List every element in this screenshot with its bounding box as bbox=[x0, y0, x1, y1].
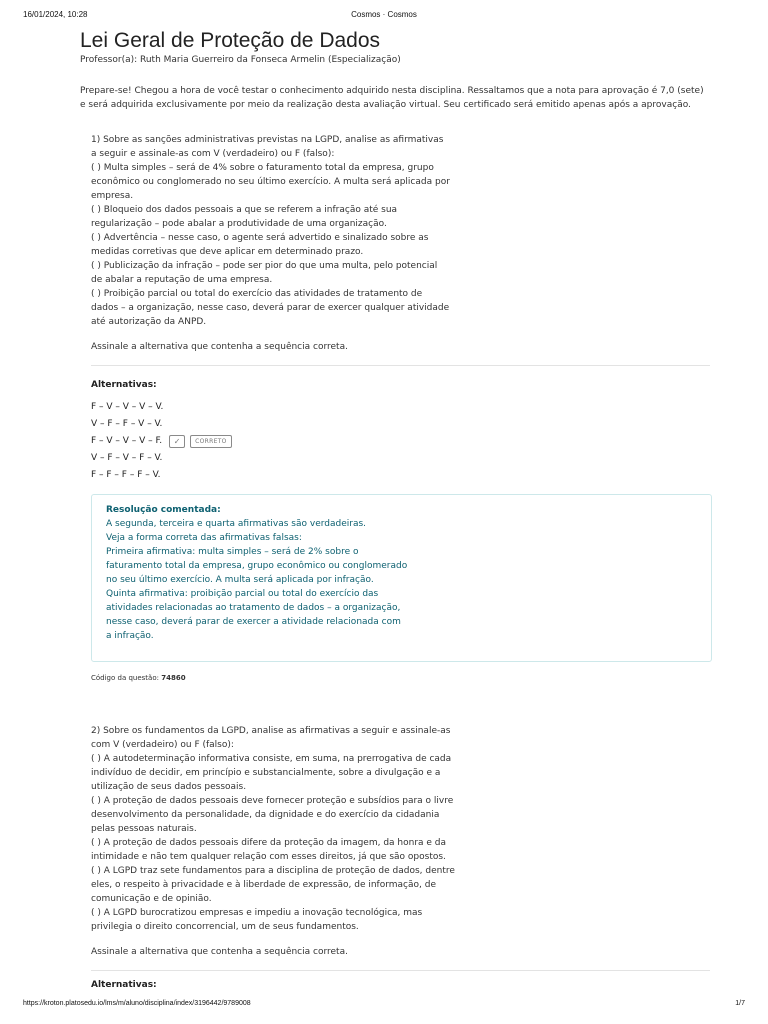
alternative-option-1[interactable] bbox=[91, 399, 710, 416]
alternatives-title: Alternativas: bbox=[91, 380, 157, 390]
resolution-box bbox=[91, 494, 712, 662]
page-content bbox=[80, 29, 710, 990]
print-url: https://kroton.platosedu.io/lms/m/aluno/disciplina/index/3196442/9789008 bbox=[23, 1000, 251, 1007]
print-page-number: 1/7 bbox=[735, 1000, 745, 1007]
alternative-label: F – V – V – V – V. bbox=[91, 402, 164, 412]
divider bbox=[91, 365, 710, 366]
resolution-line: faturamento total da empresa, grupo econômico ou conglomerado bbox=[106, 561, 408, 571]
alternative-option-5[interactable] bbox=[91, 467, 710, 484]
question-2-instruction: Assinale a alternativa que contenha a sequência correta. bbox=[91, 947, 348, 957]
question-2-item-3: ( ) A proteção de dados pessoais difere da proteção da imagem, da honra e da intimidade e não tem qualquer relação com esses direitos, já que são opostos. bbox=[91, 838, 447, 862]
print-header bbox=[23, 10, 745, 22]
question-1-statement: 1) Sobre as sanções administrativas previstas na LGPD, analise as afirmativas a seguir e assinale-as com V (verdadeiro) ou F (falso): bbox=[91, 135, 444, 159]
print-footer bbox=[23, 1000, 745, 1012]
resolution-line: nesse caso, deverá parar de exercer a atividade relacionada com bbox=[106, 617, 401, 627]
resolution-line: Veja a forma correta das afirmativas falsas: bbox=[106, 533, 302, 543]
alternative-option-2[interactable] bbox=[91, 416, 710, 433]
check-icon: ✓ bbox=[169, 435, 185, 448]
alternative-label: F – F – F – F – V. bbox=[91, 470, 161, 480]
print-datetime: 16/01/2024, 10:28 bbox=[23, 10, 88, 19]
question-1-alternatives bbox=[91, 399, 710, 484]
resolution-line: atividades relacionadas ao tratamento de dados – a organização, bbox=[106, 603, 401, 613]
resolution-line: Quinta afirmativa: proibição parcial ou total do exercício das bbox=[106, 589, 379, 599]
question-2-statement: 2) Sobre os fundamentos da LGPD, analise as afirmativas a seguir e assinale-as com V (verdadeiro) ou F (falso): bbox=[91, 726, 451, 750]
question-2-item-5: ( ) A LGPD burocratizou empresas e impediu a inovação tecnológica, mas privilegia o direito concorrencial, um de seus fundamentos. bbox=[91, 908, 423, 932]
intro-text: Prepare-se! Chegou a hora de você testar o conhecimento adquirido nesta disciplina. Ressaltamos que a nota para aprovação é 7,0 (sete) e será adquirida exclusivamente por meio da realização desta avaliação virtual. Seu certificado será emitido apenas após a aprovação. bbox=[80, 86, 704, 110]
question-2-item-2: ( ) A proteção de dados pessoais deve fornecer proteção e subsídios para o livre desenvolvimento da personalidade, da dignidade e do exercício da cidadania pelas pessoas naturais. bbox=[91, 796, 454, 834]
question-2-item-1: ( ) A autodeterminação informativa consiste, em suma, na prerrogativa de cada indivíduo de decidir, em princípio e substancialmente, sobre a divulgação e a utilização de seus dados pessoais. bbox=[91, 754, 452, 792]
divider bbox=[91, 970, 710, 971]
question-1-item-3: ( ) Advertência – nesse caso, o agente será advertido e sinalizado sobre as medidas corretivas que deve aplicar em determinado prazo. bbox=[91, 233, 429, 257]
question-1-item-2: ( ) Bloqueio dos dados pessoais a que se referem a infração até sua regularização – pode abalar a produtividade de uma organização. bbox=[91, 205, 398, 229]
page-title: Lei Geral de Proteção de Dados bbox=[80, 29, 381, 52]
alternative-label: F – V – V – V – F. bbox=[91, 436, 163, 446]
question-2-item-4: ( ) A LGPD traz sete fundamentos para a disciplina de proteção de dados, dentre eles, o respeito à privacidade e à liberdade de expressão, de informação, de comunicação e de opinião. bbox=[91, 866, 455, 904]
alternative-option-4[interactable] bbox=[91, 450, 710, 467]
resolution-line: a infração. bbox=[106, 631, 154, 641]
alternative-option-3[interactable] bbox=[91, 433, 710, 450]
alternatives-title: Alternativas: bbox=[91, 980, 157, 990]
question-code-label: Código da questão: bbox=[91, 674, 159, 682]
resolution-line: A segunda, terceira e quarta afirmativas são verdadeiras. bbox=[106, 519, 367, 529]
print-doc-title: Cosmos · Cosmos bbox=[351, 10, 417, 19]
question-code bbox=[91, 674, 710, 682]
question-1-instruction: Assinale a alternativa que contenha a sequência correta. bbox=[91, 342, 348, 352]
professor-line: Professor(a): Ruth Maria Guerreiro da Fonseca Armelin (Especialização) bbox=[80, 55, 401, 65]
question-code-value: 74860 bbox=[161, 674, 186, 682]
question-1-item-4: ( ) Publicização da infração – pode ser pior do que uma multa, pelo potencial de abalar a reputação de uma empresa. bbox=[91, 261, 438, 285]
correct-badge: CORRETO bbox=[190, 435, 232, 448]
resolution-title: Resolução comentada: bbox=[106, 505, 221, 515]
question-1 bbox=[91, 133, 451, 354]
alternative-label: V – F – F – V – V. bbox=[91, 419, 163, 429]
question-1-item-5: ( ) Proibição parcial ou total do exercício das atividades de tratamento de dados – a organização, nesse caso, deverá parar de exercer qualquer atividade até autorização da ANPD. bbox=[91, 289, 450, 327]
question-2 bbox=[91, 724, 463, 959]
question-1-item-1: ( ) Multa simples – será de 4% sobre o faturamento total da empresa, grupo econômico ou conglomerado no seu último exercício. A multa será aplicada por empresa. bbox=[91, 163, 450, 201]
resolution-line: Primeira afirmativa: multa simples – será de 2% sobre o bbox=[106, 547, 359, 557]
alternative-label: V – F – V – F – V. bbox=[91, 453, 163, 463]
resolution-line: no seu último exercício. A multa será aplicada por infração. bbox=[106, 575, 374, 585]
